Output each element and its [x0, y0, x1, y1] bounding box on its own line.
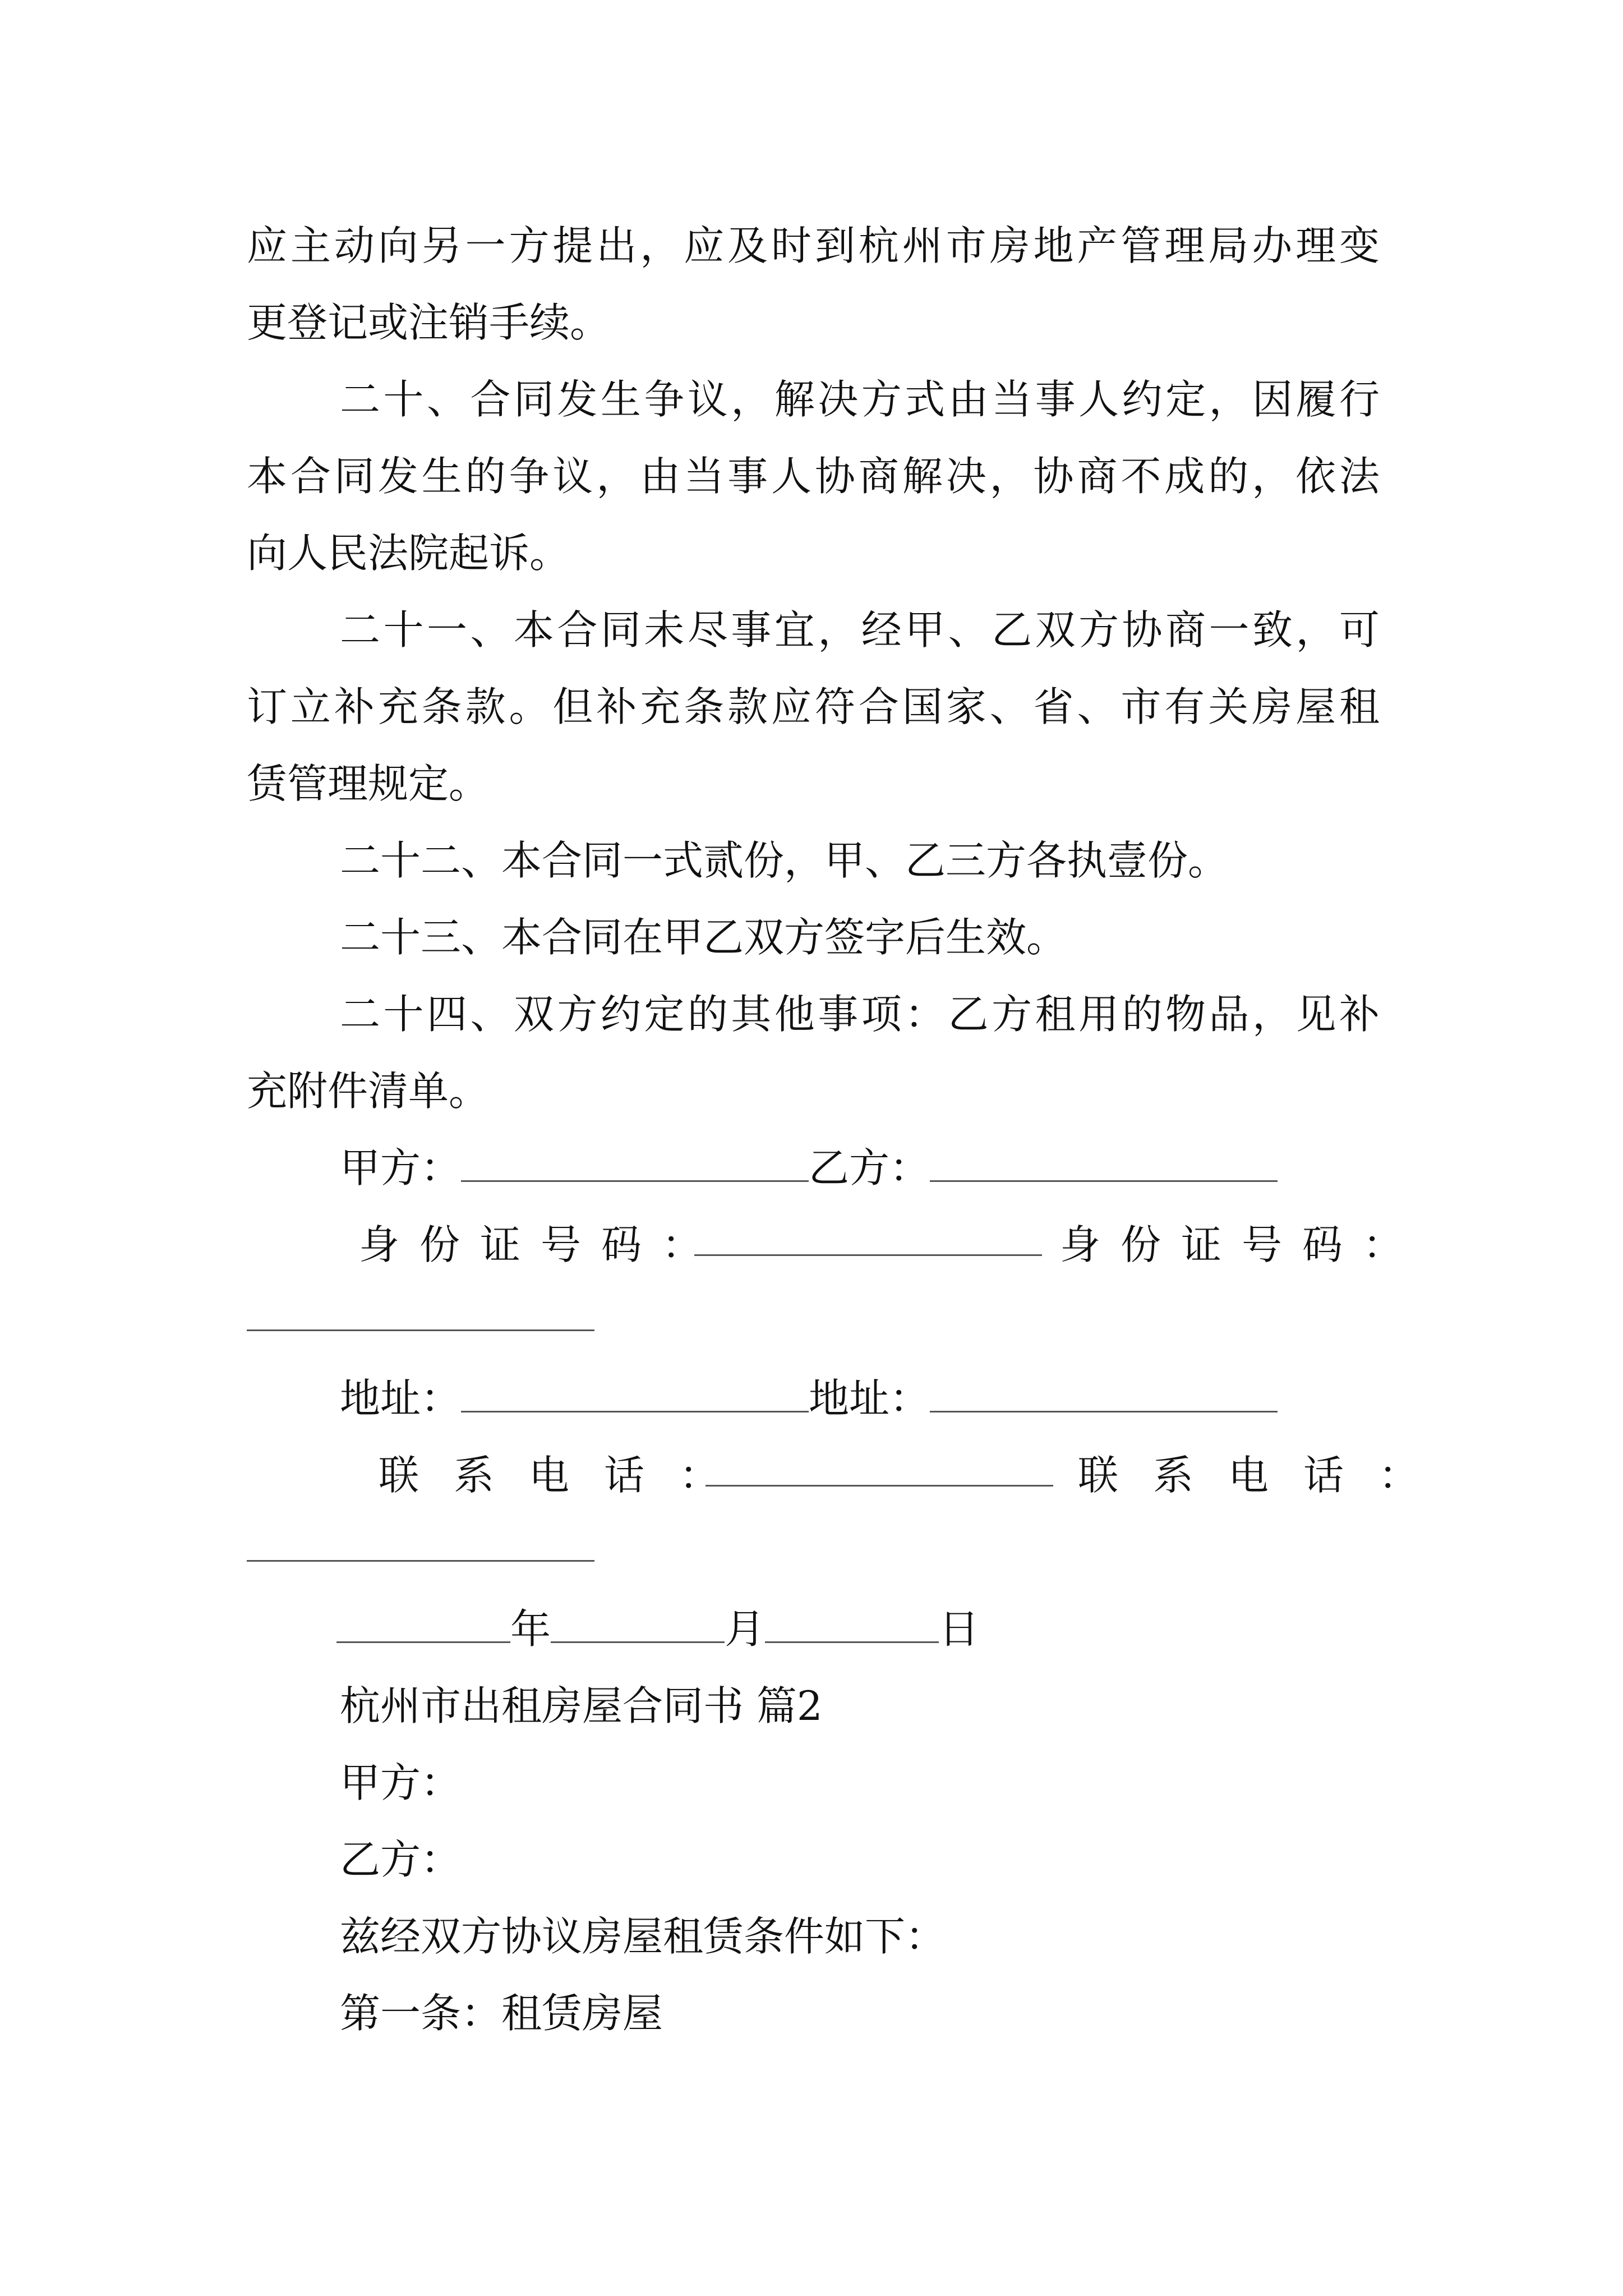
year-label: 年: [510, 1605, 551, 1653]
section-2-article-1: 第一条：租赁房屋: [340, 1990, 663, 2037]
paragraph-21-line-1: 二十一、本合同未尽事宜，经甲、乙双方协商一致，可: [340, 606, 1380, 654]
paragraph-20-line-1: 二十、合同发生争议，解决方式由当事人约定，因履行: [340, 376, 1380, 423]
party-signature-row: [340, 1140, 1278, 1196]
month-label: 月: [725, 1605, 766, 1653]
id-number-blank-a[interactable]: [694, 1254, 1042, 1256]
paragraph-23: 二十三、本合同在甲乙双方签字后生效。: [340, 914, 1067, 961]
phone-blank-b[interactable]: [247, 1560, 594, 1562]
date-row: [336, 1601, 979, 1657]
address-label-b: 地址：: [809, 1375, 930, 1422]
phone-label-a: 联系电话：: [379, 1452, 755, 1499]
address-label-a: 地址：: [340, 1375, 462, 1422]
address-row: [340, 1370, 1278, 1427]
paragraph-21-line-2: 订立补充条款。但补充条款应符合国家、省、市有关房屋租: [247, 683, 1380, 730]
party-a-blank[interactable]: [461, 1141, 809, 1182]
year-blank[interactable]: [336, 1602, 510, 1643]
paragraph-19-line-2: 更登记或注销手续。: [247, 299, 611, 346]
party-b-blank[interactable]: [930, 1141, 1278, 1182]
paragraph-20-line-2: 本合同发生的争议，由当事人协商解决，协商不成的，依法: [247, 453, 1380, 500]
paragraph-24-line-1: 二十四、双方约定的其他事项：乙方租用的物品，见补: [340, 991, 1380, 1038]
paragraph-24-line-2: 充附件清单。: [247, 1068, 490, 1115]
phone-label-b: 联系电话：: [1078, 1452, 1454, 1499]
id-number-label-a: 身份证号码：: [359, 1221, 723, 1268]
id-number-label-b: 身份证号码：: [1060, 1221, 1424, 1268]
paragraph-19-line-1: 应主动向另一方提出，应及时到杭州市房地产管理局办理变: [247, 222, 1380, 269]
address-blank-b[interactable]: [930, 1372, 1278, 1412]
month-blank[interactable]: [551, 1602, 725, 1643]
paragraph-21-line-3: 赁管理规定。: [247, 760, 490, 807]
phone-blank-a[interactable]: [706, 1485, 1053, 1487]
paragraph-20-line-3: 向人民法院起诉。: [247, 530, 570, 577]
id-number-blank-b[interactable]: [247, 1329, 594, 1331]
section-2-heading: 杭州市出租房屋合同书 篇2: [340, 1682, 823, 1729]
paragraph-22: 二十二、本合同一式贰份，甲、乙三方各执壹份。: [340, 837, 1229, 884]
party-a-label: 甲方：: [340, 1144, 462, 1191]
section-2-party-a: 甲方：: [340, 1759, 462, 1806]
section-2-intro: 兹经双方协议房屋租赁条件如下：: [340, 1913, 946, 1960]
section-2-party-b: 乙方：: [340, 1836, 462, 1883]
party-b-label: 乙方：: [809, 1144, 930, 1191]
day-label: 日: [939, 1605, 980, 1653]
address-blank-a[interactable]: [461, 1372, 809, 1412]
day-blank[interactable]: [765, 1602, 939, 1643]
